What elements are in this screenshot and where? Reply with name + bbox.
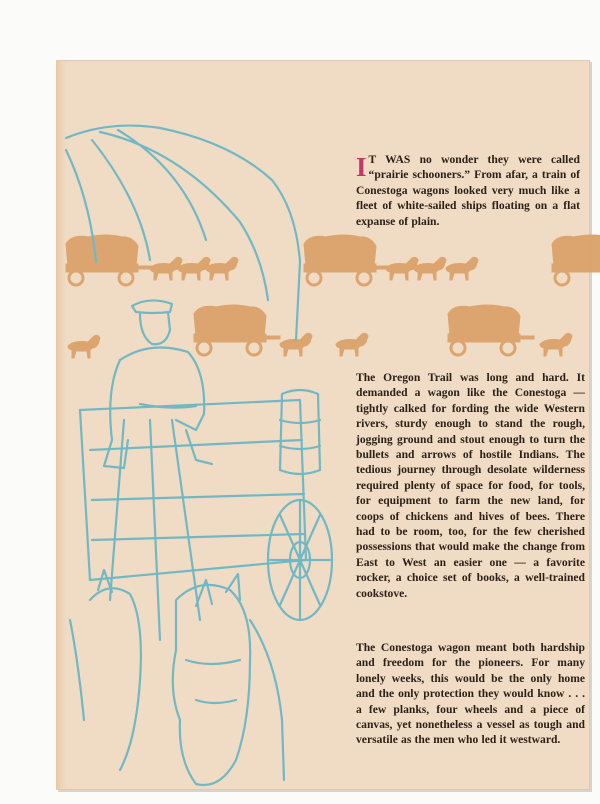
paragraph-intro-text: T WAS no wonder they were called “prairie schooners.” From afar, a train of Conestoga wagons looked very much like a fleet of white-sailed ships floating on a flat expanse of plain. — [356, 153, 580, 228]
drop-cap: I — [356, 152, 367, 182]
paragraph-conestoga: The Conestoga wagon meant both hardship and freedom for the pioneers. For many lonely weeks, this would be the only home and the only protection they would know . . . a few planks, four wheels and a piece of canvas, yet nonetheless a vessel as tough and versatile as the men who led it westward. — [356, 641, 585, 747]
wagon-line-art — [66, 126, 332, 785]
paragraph-intro — [356, 152, 580, 229]
paragraph-oregon-trail: The Oregon Trail was long and hard. It demanded a wagon like the Conestoga — tightly calked for fording the wide Western rivers, sturdy enough to stand the rough, jogging ground and stout enough to turn the bullets and arrows of hostile Indians. The tedious journey through desolate wilderness required plenty of space for food, for tools, for equipment to farm the new land, for coops of chickens and hives of bees. There had to be room, too, for the few cherished possessions that would make the change from East to West an easier one — a favorite rocker, a choice set of books, a well-trained cookstove. — [356, 371, 585, 600]
